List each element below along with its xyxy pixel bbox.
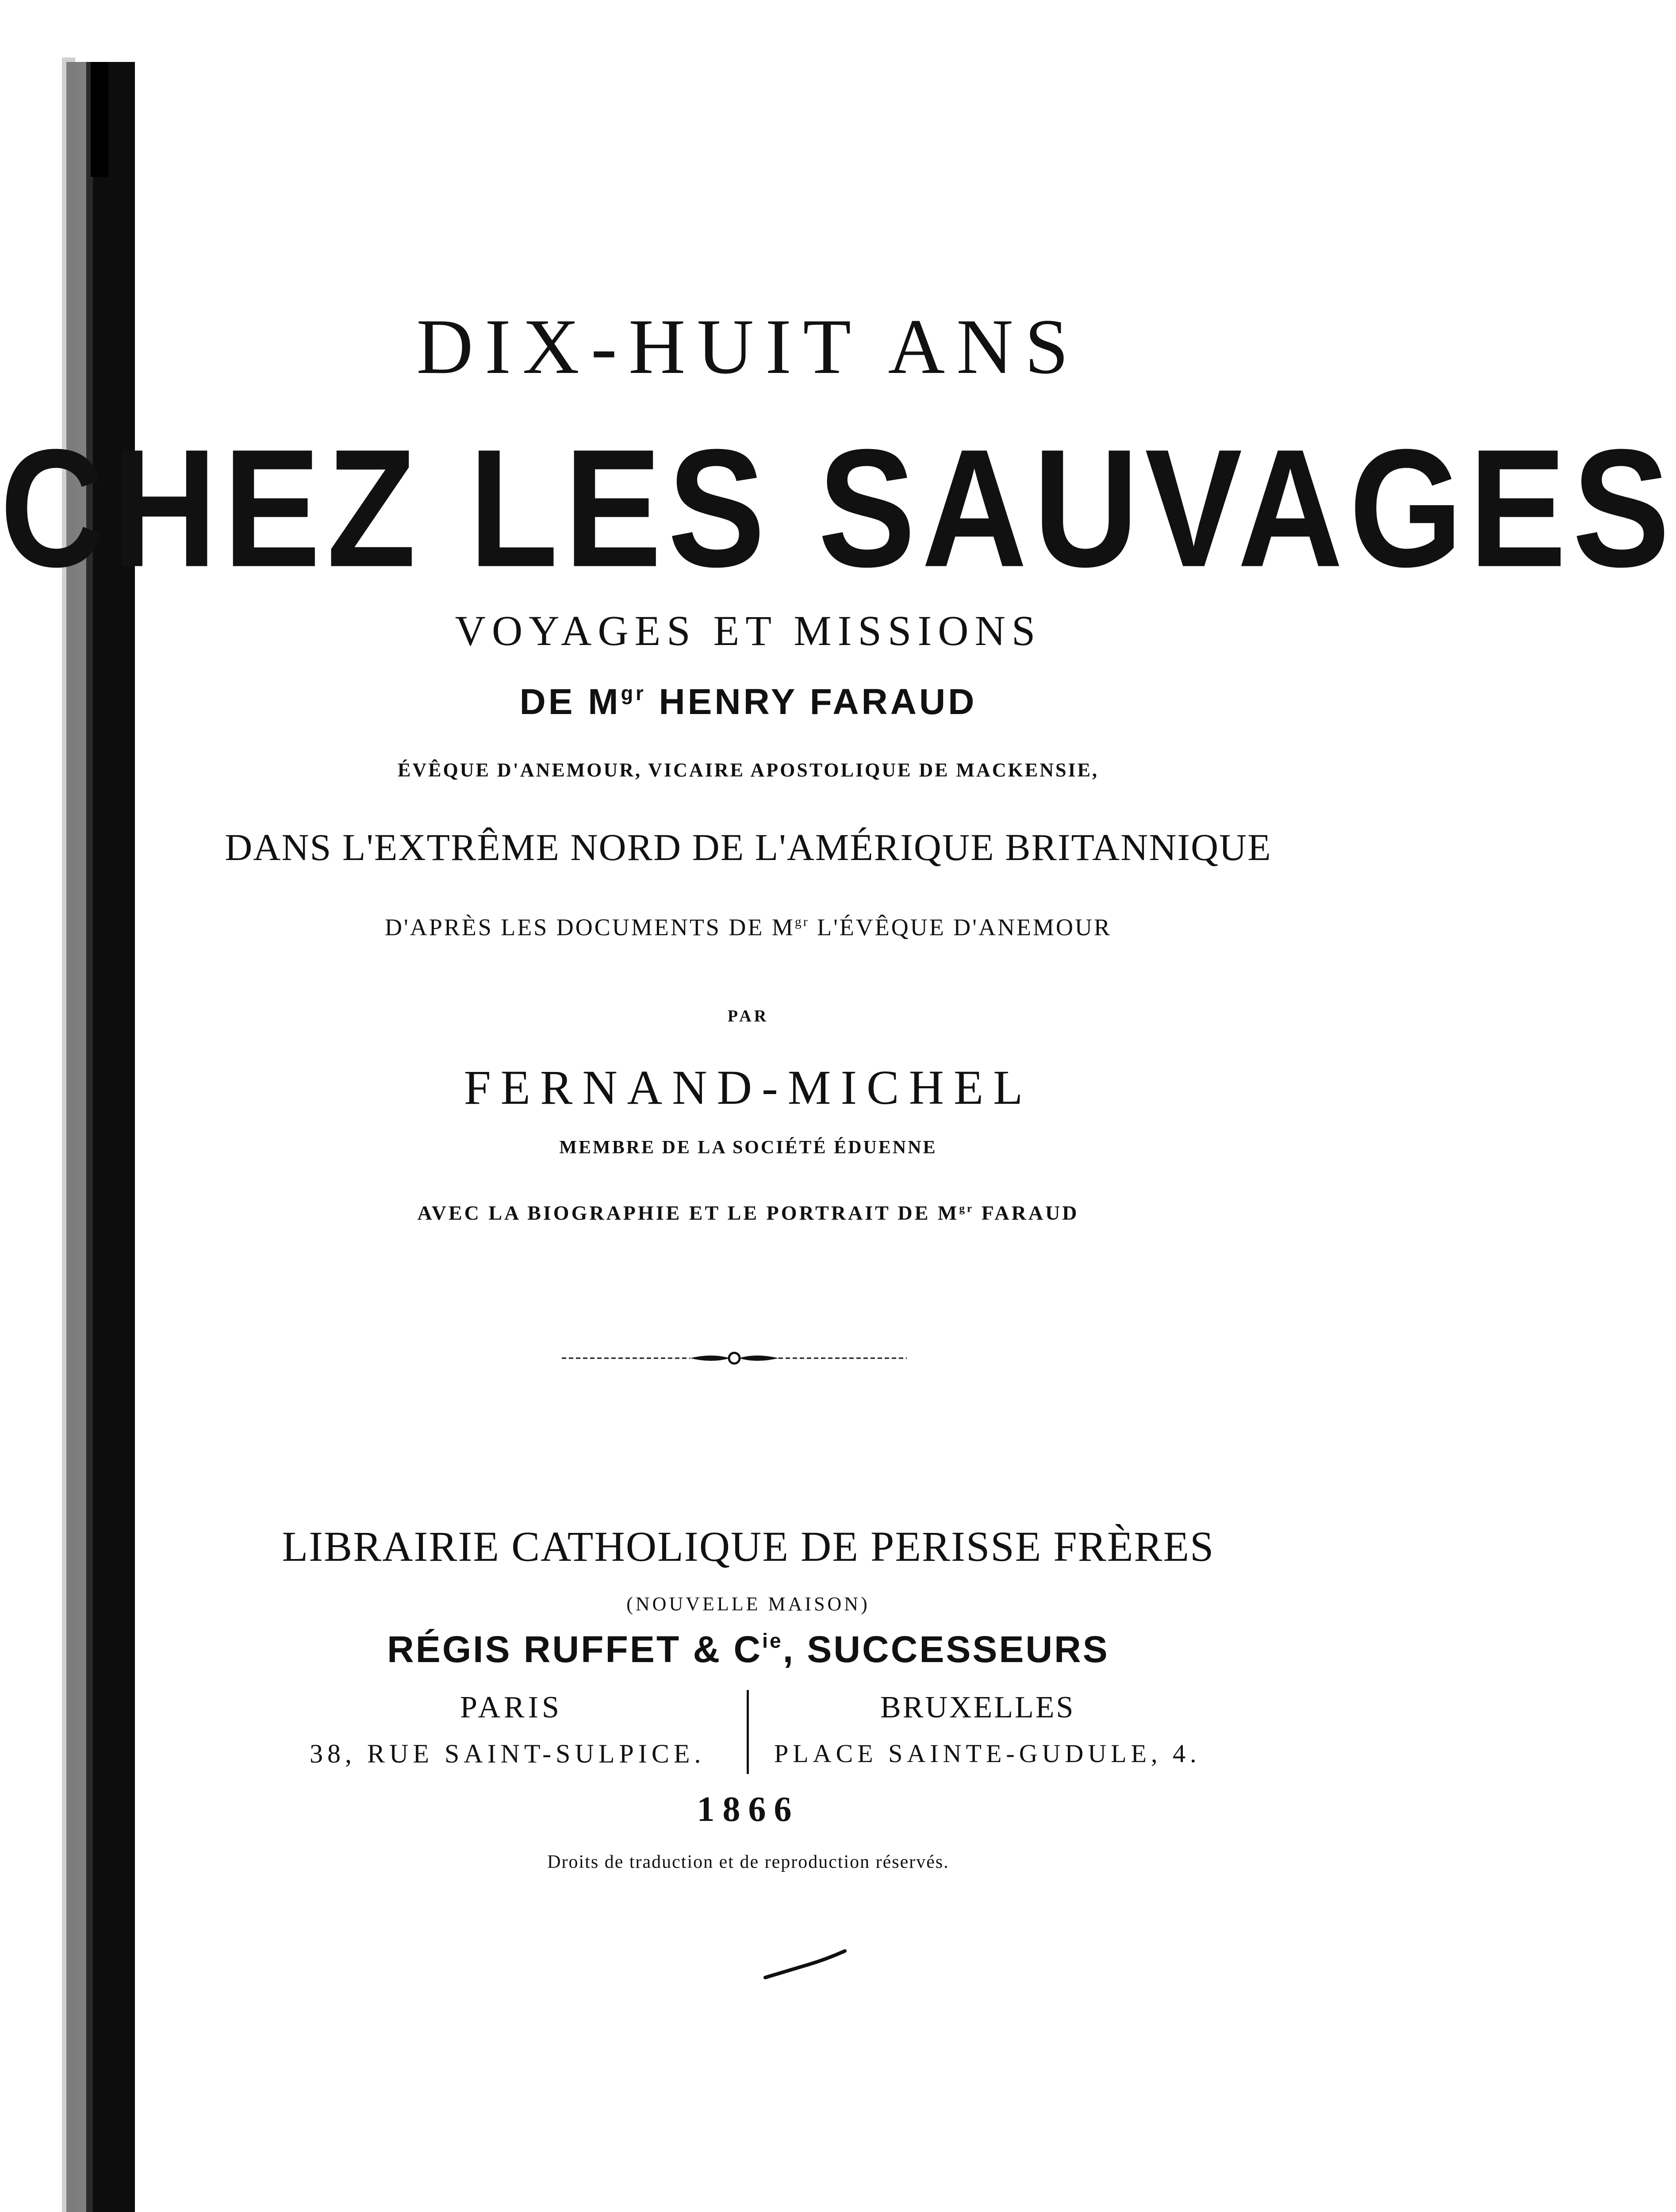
author-name: FERNAND-MICHEL <box>464 1060 1033 1114</box>
rights-notice: Droits de traduction et de reproduction réservés. <box>547 1852 949 1872</box>
title-line-1: DIX-HUIT ANS <box>416 303 1080 390</box>
publisher-note: (NOUVELLE MAISON) <box>626 1593 870 1615</box>
subtitle-bishop-sup: gr <box>621 682 646 705</box>
portrait-note <box>0 1201 1496 1225</box>
subtitle-location: DANS L'EXTRÊME NORD DE L'AMÉRIQUE BRITANNIQUE <box>225 826 1272 868</box>
publisher-addresses <box>0 1690 1496 1792</box>
address-divider <box>747 1690 749 1774</box>
portrait-note-sup: gr <box>959 1202 974 1215</box>
city-bruxelles: BRUXELLES <box>880 1690 1075 1724</box>
address-bruxelles: PLACE SAINTE-GUDULE, 4. <box>774 1739 1201 1768</box>
portrait-note-suffix: FARAUD <box>974 1202 1079 1224</box>
publisher-successors <box>0 1628 1496 1671</box>
subtitle-bishop-prefix: DE M <box>519 682 621 722</box>
title-line-2: CHEZ LES SAUVAGES <box>0 414 1676 602</box>
successors-sup: ie <box>762 1629 783 1652</box>
successors-suffix: , SUCCESSEURS <box>782 1628 1109 1670</box>
author-affiliation: MEMBRE DE LA SOCIÉTÉ ÉDUENNE <box>559 1137 937 1158</box>
subtitle-voyages: VOYAGES ET MISSIONS <box>455 607 1042 654</box>
subtitle-bishop-title: ÉVÊQUE D'ANEMOUR, VICAIRE APOSTOLIQUE DE MACKENSIE, <box>398 759 1099 781</box>
subtitle-bishop-suffix: HENRY FARAUD <box>646 682 977 722</box>
city-paris: PARIS <box>460 1690 563 1724</box>
publisher-name: LIBRAIRIE CATHOLIQUE DE PERISSE FRÈRES <box>282 1523 1215 1570</box>
subtitle-sources-sup: gr <box>794 915 809 929</box>
ornament-divider <box>562 1345 907 1371</box>
address-paris: 38, RUE SAINT-SULPICE. <box>310 1739 706 1768</box>
subtitle-sources-prefix: D'APRÈS LES DOCUMENTS DE M <box>385 914 795 941</box>
byline-par: PAR <box>727 1007 769 1025</box>
subtitle-sources-suffix: L'ÉVÊQUE D'ANEMOUR <box>809 914 1112 941</box>
portrait-note-prefix: AVEC LA BIOGRAPHIE ET LE PORTRAIT DE M <box>417 1202 959 1224</box>
ink-flourish <box>761 1947 849 1982</box>
subtitle-sources <box>0 914 1496 941</box>
subtitle-bishop-name <box>0 681 1496 723</box>
successors-prefix: RÉGIS RUFFET & C <box>387 1628 763 1670</box>
publication-year: 1866 <box>697 1790 800 1829</box>
